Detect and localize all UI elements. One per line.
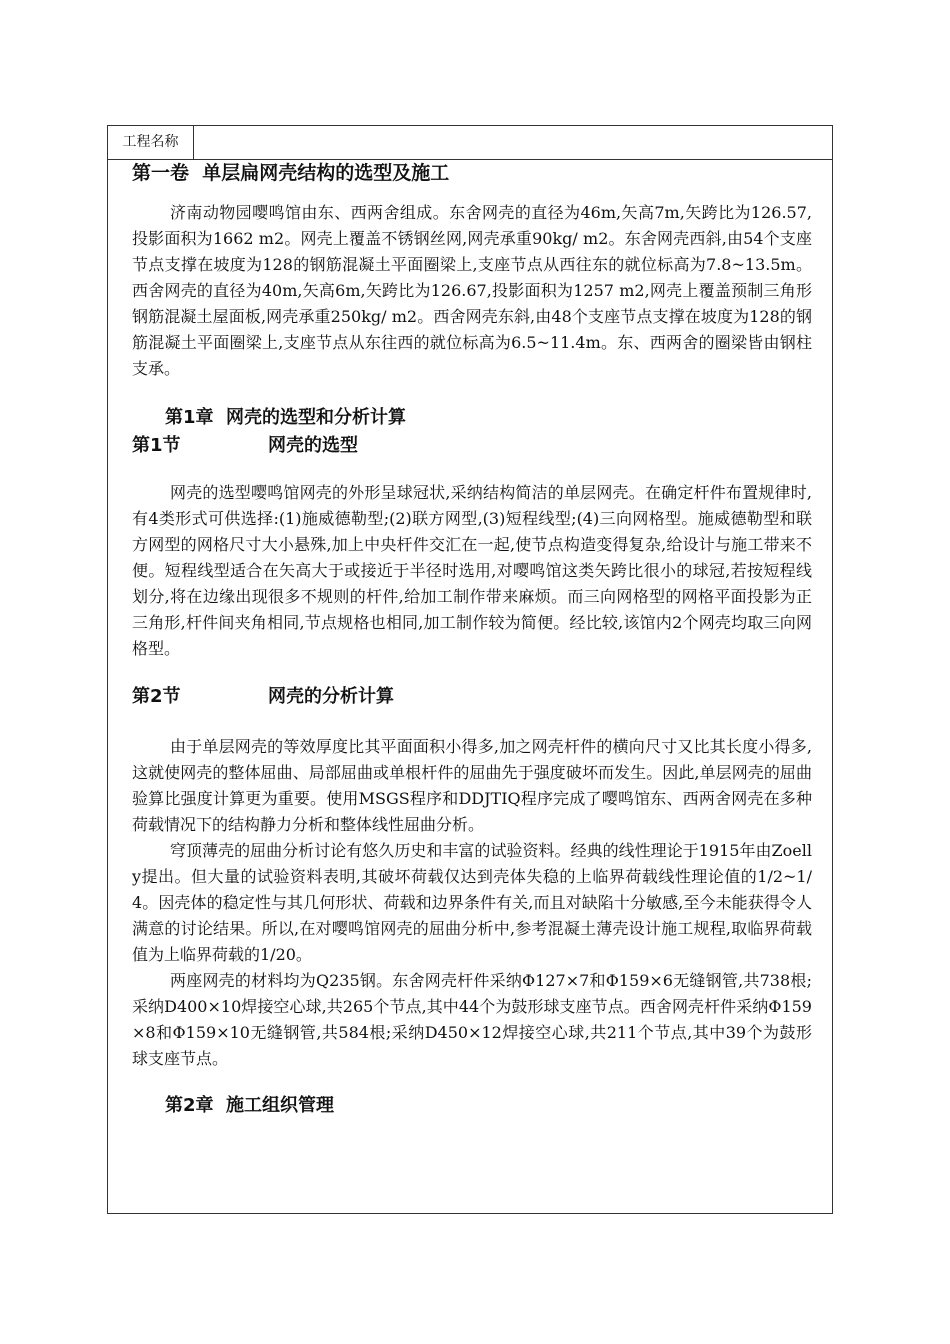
- section-2-title: 网壳的分析计算: [268, 686, 394, 707]
- section-2-paragraph-1: 由于单层网壳的等效厚度比其平面面积小得多,加之网壳杆件的横向尺寸又比其长度小得多,这就使网壳的整体屈曲、局部屈曲或单根杆件的屈曲先于强度破坏而发生。因此,单层网壳的屈曲验算比强度计算更为重要。使用MSGS程序和DDJTIQ程序完成了嘤鸣馆东、西两舍网壳在多种荷载情况下的结构静力分析和整体线性屈曲分析。: [132, 737, 812, 834]
- volume-title: 第一卷 单层扁网壳结构的选型及施工: [132, 162, 450, 184]
- document-body: [132, 156, 812, 1120]
- section-1-number: 第1节: [132, 435, 181, 456]
- section-1-title: 网壳的选型: [268, 435, 358, 456]
- section-2-paragraph-3: 两座网壳的材料均为Q235钢。东舍网壳杆件采纳Φ127×7和Φ159×6无缝钢管,共738根;采纳D400×10焊接空心球,共265个节点,其中44个为鼓形球支座节点。西舍网壳杆件采纳Φ159×8和Φ159×10无缝钢管,共584根;采纳D450×12焊接空心球,共211个节点,其中39个为鼓形球支座节点。: [132, 971, 812, 1068]
- chapter-2-title: 第2章 施工组织管理: [165, 1095, 335, 1116]
- intro-paragraph: 济南动物园嘤鸣馆由东、西两舍组成。东舍网壳的直径为46m,矢高7m,矢跨比为126.57,投影面积为1662 m2。网壳上覆盖不锈钢丝网,网壳承重90kg/ m2。东舍网壳西斜,由54个支座节点支撑在坡度为128的钢筋混凝土平面圈梁上,支座节点从西往东的就位标高为7.8~13.5m。西舍网壳的直径为40m,矢高6m,矢跨比为126.67,投影面积为1257 m2,网壳上覆盖预制三角形钢筋混凝土屋面板,网壳承重250kg/ m2。西舍网壳东斜,由48个支座节点支撑在坡度为128的钢筋混凝土平面圈梁上,支座节点从东往西的就位标高为6.5~11.4m。东、西两舍的圈梁皆由钢柱支承。: [132, 203, 812, 378]
- section-2-number: 第2节: [132, 686, 181, 707]
- document-frame: [107, 125, 833, 1214]
- chapter-1-title: 第1章 网壳的选型和分析计算: [165, 407, 407, 428]
- header-row: [108, 126, 832, 160]
- section-1-heading: [132, 432, 812, 460]
- section-2-paragraph-2: 穹顶薄壳的屈曲分析讨论有悠久历史和丰富的试验资料。经典的线性理论于1915年由Zoelly提出。但大量的试验资料表明,其破坏荷载仅达到壳体失稳的上临界荷载线性理论值的1/2~1/4。因壳体的稳定性与其几何形状、荷载和边界条件有关,而且对缺陷十分敏感,至今未能获得令人满意的讨论结果。所以,在对嘤鸣馆网壳的屈曲分析中,参考混凝土薄壳设计施工规程,取临界荷载值为上临界荷载的1/20。: [132, 841, 812, 964]
- project-name-value: [194, 126, 832, 159]
- section-2-heading: [132, 683, 812, 711]
- section-1-paragraph: 网壳的选型嘤鸣馆网壳的外形呈球冠状,采纳结构简洁的单层网壳。在确定杆件布置规律时,有4类形式可供选择:(1)施威德勒型;(2)联方网型,(3)短程线型;(4)三向网格型。施威德勒型和联方网型的网格尺寸大小悬殊,加上中央杆件交汇在一起,使节点构造变得复杂,给设计与施工带来不便。短程线型适合在矢高大于或接近于半径时选用,对嘤鸣馆这类矢跨比很小的球冠,若按短程线划分,将在边缘出现很多不规则的杆件,给加工制作带来麻烦。而三向网格型的网格平面投影为正三角形,杆件间夹角相同,节点规格也相同,加工制作较为简便。经比较,该馆内2个网壳均取三向网格型。: [132, 483, 812, 658]
- project-name-label: 工程名称: [108, 126, 194, 159]
